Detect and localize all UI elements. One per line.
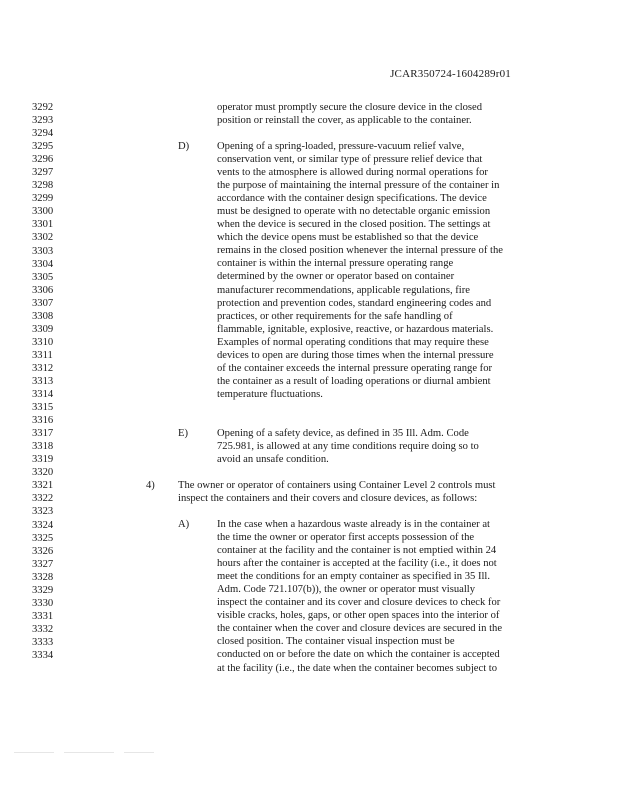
line-number: 3303 [32, 245, 54, 257]
line-number: 3310 [32, 336, 54, 348]
line-number: 3333 [32, 636, 54, 648]
line-number: 3319 [32, 454, 54, 466]
line-number: 3321 [32, 480, 54, 492]
text-line: inspect the container and its cover and closure devices to check for [217, 597, 501, 609]
text-line: of the container exceeds the internal pressure operating range for [217, 362, 493, 374]
text-line: devices to open are during those times when the internal pressure [217, 349, 494, 361]
text-line: temperature fluctuations. [217, 388, 323, 400]
text-line: practices, or other requirements for the safe handling of [217, 310, 453, 322]
text-line: the container when the cover and closure devices are secured in the [217, 623, 503, 635]
line-number: 3306 [32, 284, 54, 296]
line-number: 3316 [32, 415, 54, 427]
paragraph-e [217, 427, 479, 466]
document-id-header: JCAR350724-1604289r01 [390, 68, 511, 80]
text-line: accordance with the container design specifications. The device [217, 193, 487, 205]
line-number: 3332 [32, 623, 54, 635]
line-number: 3315 [32, 402, 54, 414]
line-number: 3328 [32, 571, 54, 583]
text-line: meet the conditions for an empty container as specified in 35 Ill. [217, 571, 491, 583]
text-line: vents to the atmosphere is allowed during normal operations for [217, 167, 488, 179]
text-line: Examples of normal operating conditions that may require these [217, 336, 489, 348]
line-number-column [32, 101, 62, 662]
line-number: 3298 [32, 180, 54, 192]
line-number: 3313 [32, 375, 54, 387]
text-line: the purpose of maintaining the internal pressure of the container in [217, 180, 500, 192]
text-line: 725.981, is allowed at any time conditions require doing so to [217, 441, 479, 453]
line-number: 3308 [32, 310, 54, 322]
line-number: 3292 [32, 102, 54, 113]
line-number: 3299 [32, 193, 54, 205]
text-line: visible cracks, holes, gaps, or other open spaces into the interior of [217, 610, 500, 622]
line-number: 3309 [32, 323, 54, 335]
line-number: 3329 [32, 584, 54, 596]
line-number: 3307 [32, 297, 54, 309]
text-line: container at the facility and the container is not emptied within 24 [217, 545, 497, 557]
line-number: 3327 [32, 558, 54, 570]
line-number: 3317 [32, 428, 54, 440]
text-line: Opening of a safety device, as defined in 35 Ill. Adm. Code [217, 428, 469, 439]
line-number: 3301 [32, 219, 54, 231]
line-number: 3322 [32, 493, 54, 505]
faint-footer-rule [14, 752, 154, 753]
paragraph-a [217, 518, 502, 675]
item-label-4: 4) [146, 480, 155, 491]
text-line: The owner or operator of containers using Container Level 2 controls must [178, 480, 496, 491]
line-number: 3330 [32, 597, 54, 609]
line-number: 3293 [32, 115, 54, 127]
line-number: 3318 [32, 441, 54, 453]
line-number: 3296 [32, 154, 54, 166]
line-number: 3304 [32, 258, 54, 270]
line-number: 3295 [32, 141, 54, 153]
item-label-d: D) [178, 141, 190, 152]
item-label-a: A) [178, 519, 190, 530]
text-line: protection and prevention codes, standard engineering codes and [217, 297, 492, 309]
paragraph-d [217, 140, 503, 401]
text-line: determined by the owner or operator based on container [217, 271, 455, 283]
line-number: 3334 [32, 649, 54, 661]
text-line: hours after the container is accepted at the facility (i.e., it does not [217, 558, 497, 570]
text-line: when the device is secured in the closed position. The settings at [217, 219, 491, 231]
line-number: 3302 [32, 232, 54, 244]
line-number: 3297 [32, 167, 54, 179]
text-line: remains in the closed position whenever the internal pressure of the [217, 245, 503, 257]
line-number: 3294 [32, 128, 54, 140]
text-line: at the facility (i.e., the date when the container becomes subject to [217, 662, 498, 674]
line-number: 3325 [32, 532, 54, 544]
line-number: 3323 [32, 506, 54, 518]
text-line: conducted on or before the date on which the container is accepted [217, 649, 500, 661]
text-line: Adm. Code 721.107(b)), the owner or operator must visually [217, 584, 476, 596]
text-line: the time the owner or operator first accepts possession of the [217, 532, 475, 544]
text-line: the container as a result of loading operations or diurnal ambient [217, 375, 491, 387]
line-number: 3326 [32, 545, 54, 557]
text-line: inspect the containers and their covers and closure devices, as follows: [178, 493, 478, 505]
text-line: position or reinstall the cover, as applicable to the container. [217, 115, 472, 127]
text-line: closed position. The container visual inspection must be [217, 636, 455, 648]
text-line: conservation vent, or similar type of pressure relief device that [217, 154, 483, 166]
text-line: flammable, ignitable, explosive, reactive, or hazardous materials. [217, 323, 494, 335]
line-number: 3320 [32, 467, 54, 479]
text-line: manufacturer recommendations, applicable regulations, fire [217, 284, 470, 296]
text-line: avoid an unsafe condition. [217, 454, 329, 466]
line-number: 3324 [32, 519, 54, 531]
line-number: 3311 [32, 349, 53, 361]
continued-paragraph [217, 101, 482, 127]
line-number: 3305 [32, 271, 54, 283]
line-number: 3314 [32, 389, 54, 401]
text-line: Opening of a spring-loaded, pressure-vacuum relief valve, [217, 141, 465, 152]
item-label-e: E) [178, 428, 188, 439]
text-line: container is within the internal pressure operating range [217, 258, 454, 270]
paragraph-4 [178, 479, 495, 505]
text-line: operator must promptly secure the closure device in the closed [217, 102, 483, 113]
text-line: must be designed to operate with no detectable organic emission [217, 206, 491, 218]
line-number: 3331 [32, 610, 54, 622]
text-line: which the device opens must be established so that the device [217, 232, 479, 244]
line-number: 3300 [32, 206, 54, 218]
line-number: 3312 [32, 362, 54, 374]
text-line: In the case when a hazardous waste already is in the container at [217, 519, 490, 530]
